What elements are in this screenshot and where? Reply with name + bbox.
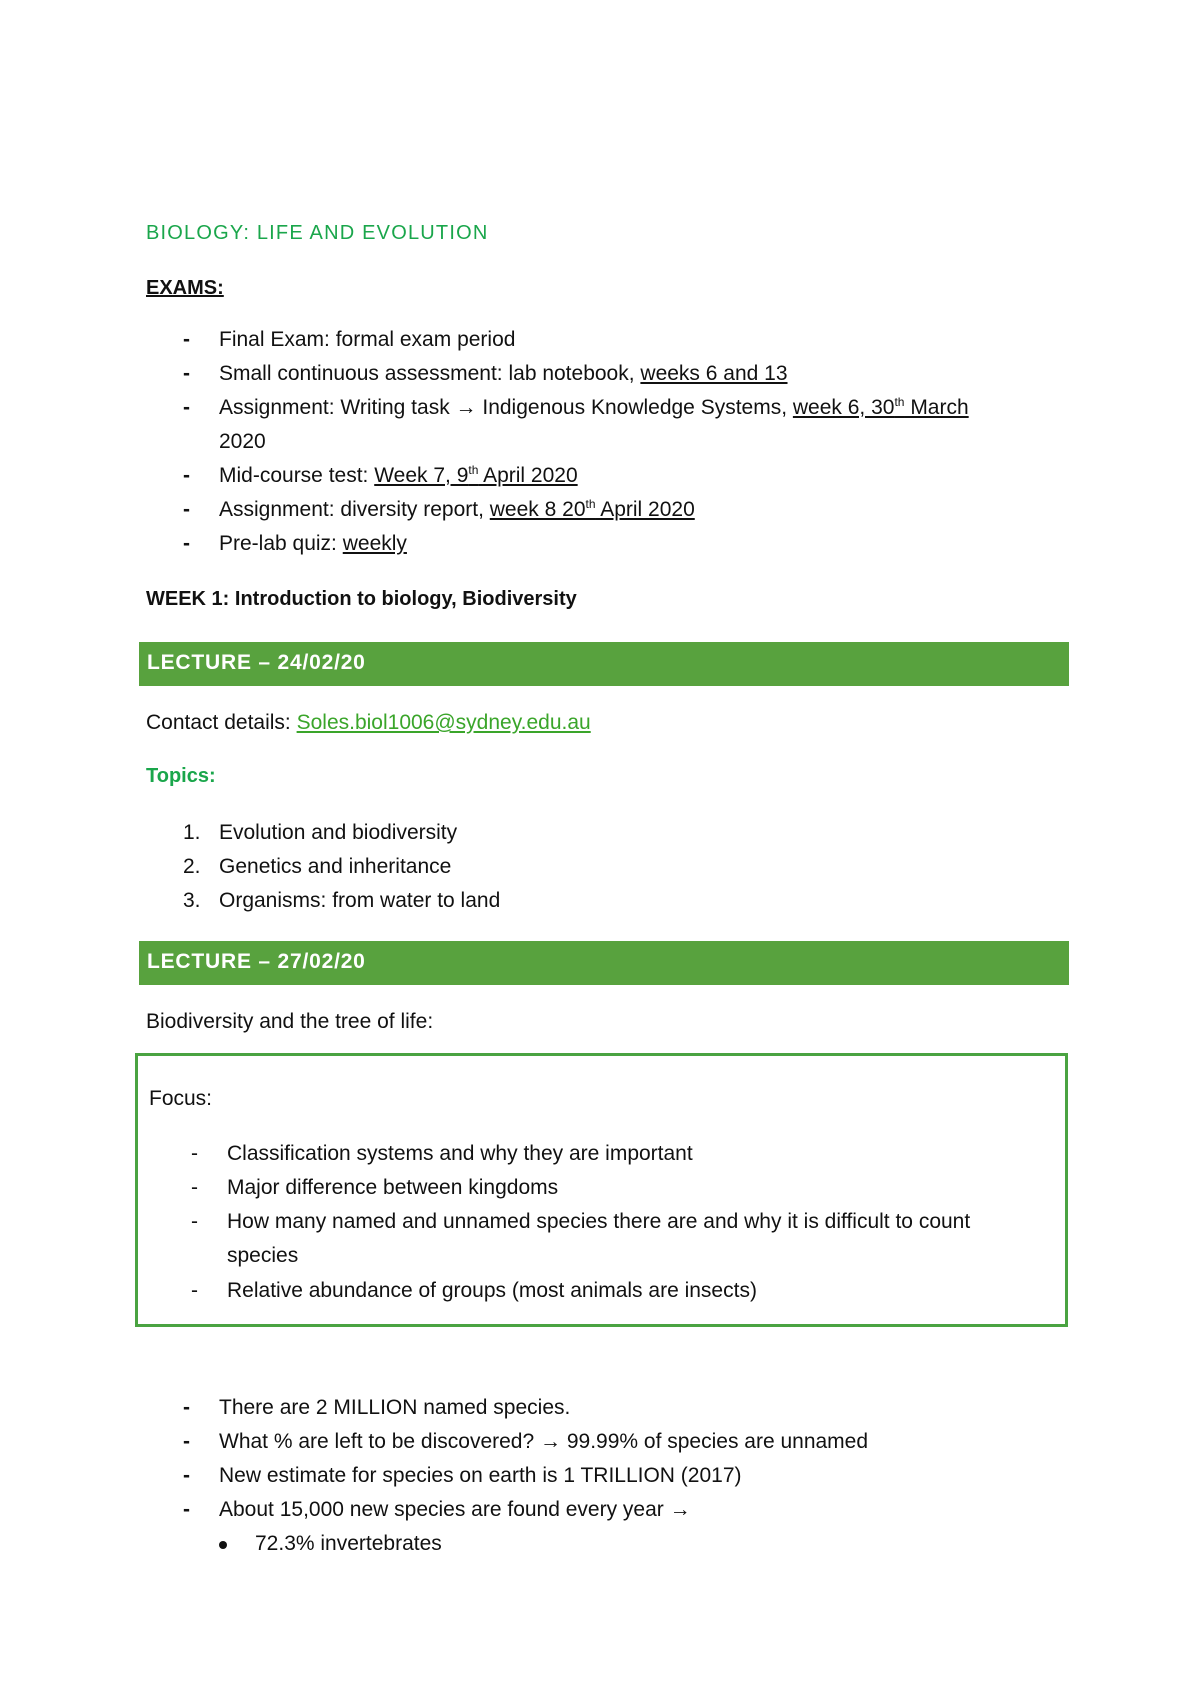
lecture-2-intro: Biodiversity and the tree of life: [146,1010,434,1033]
lecture-1-label: LECTURE – 24/02/20 [147,651,366,674]
list-item-text: Pre-lab quiz: weekly [219,532,407,555]
list-dash: - [183,362,190,385]
bullet-icon [219,1541,227,1549]
list-item-text: Assignment: Writing task → Indigenous Knowledge Systems, week 6, 30th March [219,395,969,419]
list-item-text: Mid-course test: Week 7, 9th April 2020 [219,463,578,487]
lecture-1-banner [139,642,1069,686]
list-dash: - [183,396,190,419]
week1-heading: WEEK 1: Introduction to biology, Biodiversity [146,588,577,610]
exams-heading: EXAMS: [146,277,224,299]
exam-date-link: weeks 6 and 13 [640,362,788,385]
topics-heading: Topics: [146,765,216,787]
list-dash: - [183,532,190,555]
focus-heading: Focus: [149,1087,213,1110]
list-item-text: Final Exam: formal exam period [219,328,516,351]
list-item-text: Assignment: diversity report, week 8 20th April 2020 [219,497,695,521]
contact-email-link[interactable]: Soles.biol1006@sydney.edu.au [296,711,591,734]
contact-details: Contact details: Soles.biol1006@sydney.edu.au [146,711,591,734]
lecture-2-label: LECTURE – 27/02/20 [147,950,366,973]
list-dash: - [183,498,190,521]
list-dash: - [183,464,190,487]
document-page: BIOLOGY: LIFE AND EVOLUTION EXAMS: - Final Exam: formal exam period - Small continuous assessment: lab notebook, weeks 6 and 13 - Assignment: Writing task → Indigenous Knowledge Systems, week 6, 30th March 2020 - Mid-course test: Week 7, 9th April 2020 - Assignment: diversity report, week 8 20th April 2020 - Pre-lab quiz: weekly WEEK 1: Introduction to biology, Biodiversity LECTURE – 24/02/20 Contact details: Soles.biol1006@sydney.edu.au Topics: 1. Evolution and biodiversity 2. Genetics and inheritance 3. Organisms: from water to land LECTURE – 27/02/20 Biodiversity and the tree of life: Focus: - Classification systems and why they are important - Major difference between kingdoms - How many named and unnamed species there are and why it is difficult to count species - Relative abundance of groups (most animals are insects) - There are 2 MILLION named species. - What % are left to be discovered? → 99.99% of species are unnamed - New estimate for species on earth is 1 TRILLION (2017) - About 15,000 new species are found every year → 72.3% invertebrates [0,0,1200,1698]
lecture-2-banner [139,941,1069,985]
document-title: BIOLOGY: LIFE AND EVOLUTION [146,222,489,244]
list-item-text: Small continuous assessment: lab notebook, weeks 6 and 13 [219,362,788,385]
focus-box: Focus: - Classification systems and why they are important - Major difference between kingdoms - How many named and unnamed species there are and why it is difficult to count species - Relative abundance of groups (most animals are insects) [135,1053,1068,1327]
list-dash: - [183,328,190,351]
